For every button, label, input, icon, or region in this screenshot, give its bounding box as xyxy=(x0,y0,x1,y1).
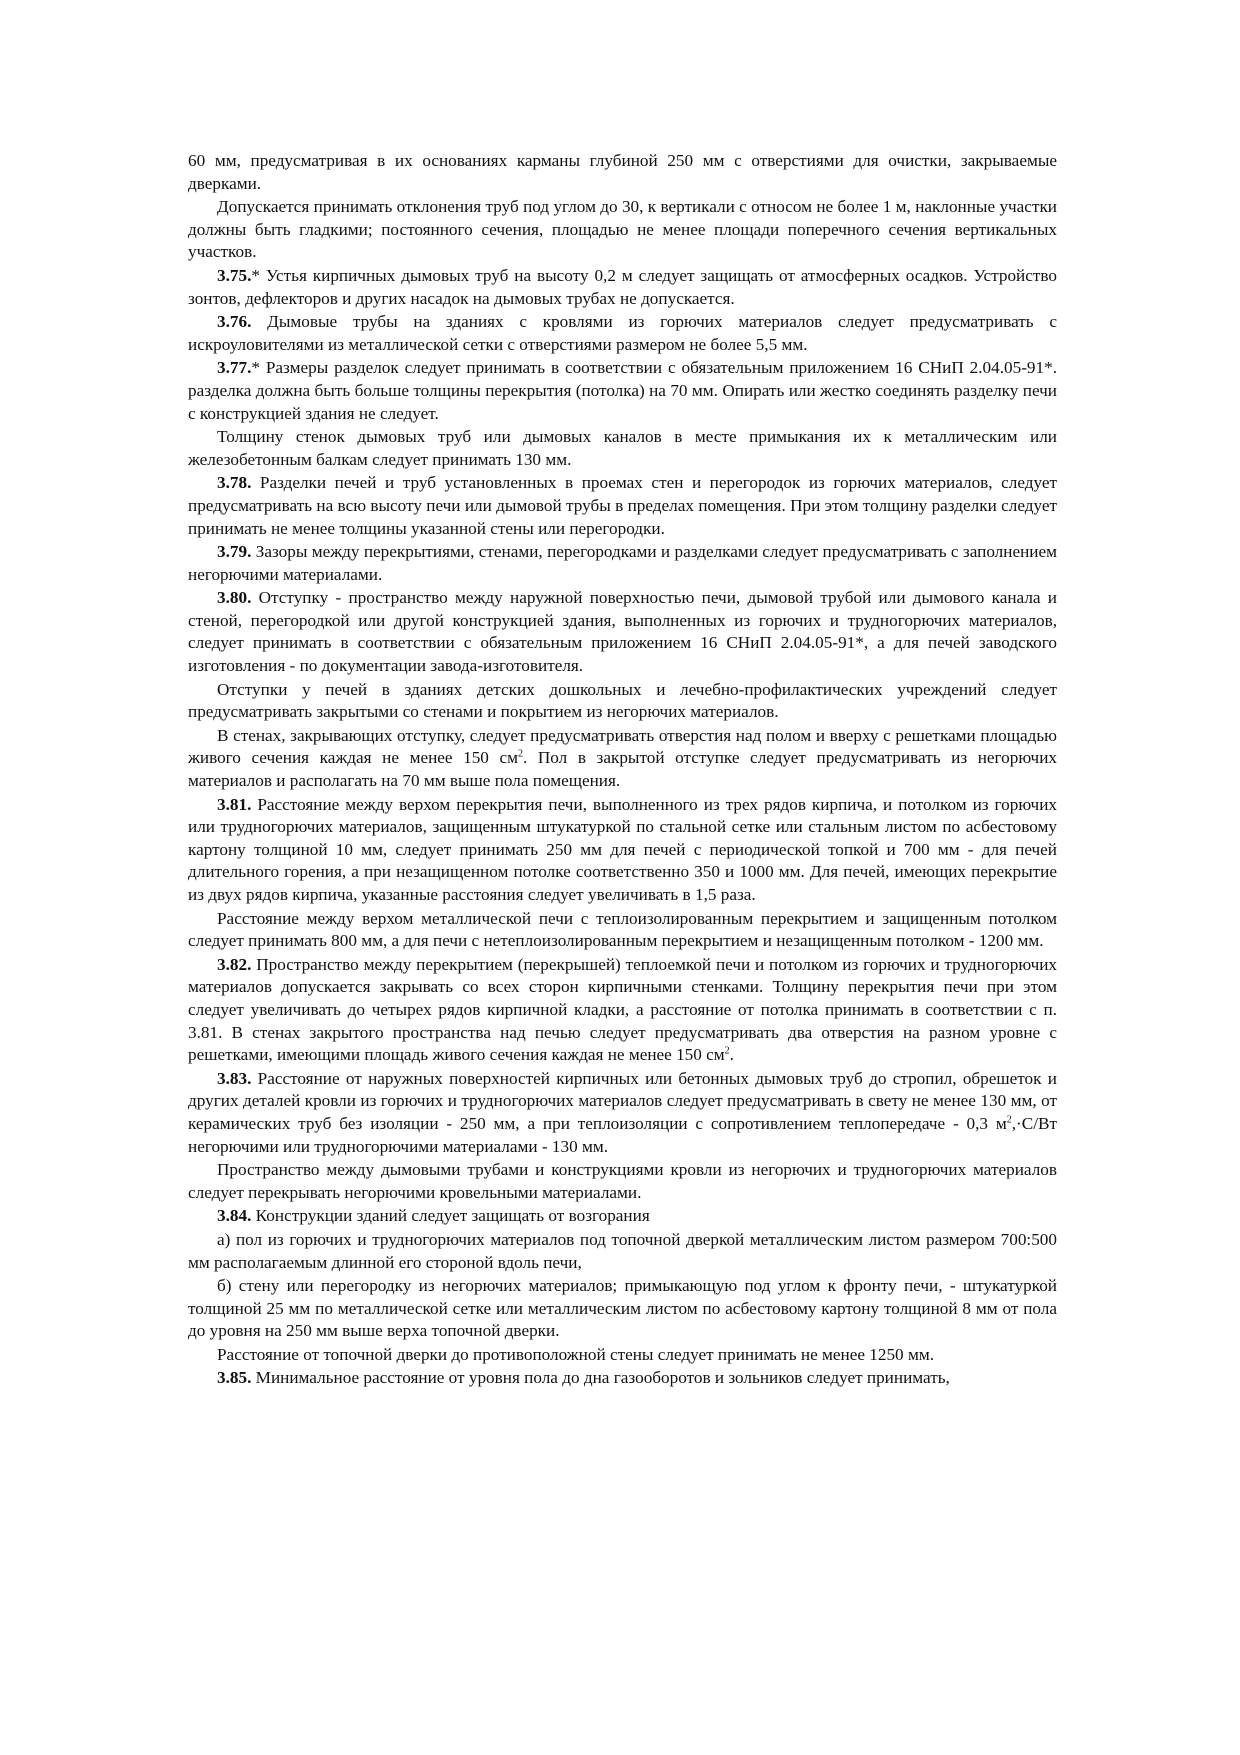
paragraph xyxy=(188,426,1057,471)
clause-3-76 xyxy=(188,311,1057,356)
paragraph-text: * Размеры разделок следует принимать в соответствии с обязательным приложением 16 СНиП 2.04.05-91*. разделка должна быть больше толщины перекрытия (потолка) на 70 мм. Опирать или жестко соединять разделку печи с конструкцией здания не следует. xyxy=(188,358,1057,423)
clause-3-81 xyxy=(188,794,1057,907)
document-page xyxy=(188,150,1057,1391)
paragraph-text: 60 мм, предусматривая в их основаниях карманы глубиной 250 мм с отверстиями для очистки, закрываемые дверками. xyxy=(188,151,1057,193)
paragraph-text: Пространство между дымовыми трубами и конструкциями кровли из негорючих и трудногорючих материалов следует перекрывать негорючими кровельными материалами. xyxy=(188,1160,1057,1202)
clause-number: 3.83. xyxy=(217,1068,252,1088)
clause-number: 3.84. xyxy=(217,1206,252,1226)
paragraph-text: Отступку - пространство между наружной поверхностью печи, дымовой трубой или дымового канала и стеной, перегородкой или другой конструкцией здания, выполненных из горючих и трудногорючих материалов, следует принимать в соответствии с обязательным приложением 16 СНиП 2.04.05-91*, а для печей заводского изготовления - по документации завода-изготовителя. xyxy=(188,588,1057,676)
paragraph-text: Разделки печей и труб установленных в проемах стен и перегородок из горючих материалов, следует предусматривать на всю высоту печи или дымовой трубы в пределах помещения. При этом толщину разделки следует принимать не менее толщины указанной стены или перегородки. xyxy=(188,473,1057,538)
paragraph xyxy=(188,908,1057,953)
paragraph xyxy=(188,679,1057,724)
clause-number: 3.78. xyxy=(217,473,252,493)
clause-3-83 xyxy=(188,1068,1057,1158)
paragraph-text: Зазоры между перекрытиями, стенами, перегородками и разделками следует предусматривать с заполнением негорючими материалами. xyxy=(188,542,1057,584)
paragraph-text-continued: . xyxy=(729,1045,734,1065)
paragraph-text: Расстояние от наружных поверхностей кирпичных или бетонных дымовых труб до стропил, обрешеток и других деталей кровли из горючих и трудногорючих материалов следует предусматривать в свету не менее 130 мм, от керамических труб без изоляции - 250 мм, а при теплоизоляции с сопротивлением теплопередаче - 0,3 м xyxy=(188,1068,1057,1133)
paragraph-text-continued: ,·С/Вт негорючими или трудногорючими материалами - 130 мм. xyxy=(188,1113,1057,1156)
clause-3-79 xyxy=(188,541,1057,586)
clause-number: 3.76. xyxy=(217,312,252,332)
clause-3-77 xyxy=(188,357,1057,425)
paragraph-text: Пространство между перекрытием (перекрышей) теплоемкой печи и потолком из горючих и трудногорючих материалов допускается закрывать со всех сторон кирпичными стенками. Толщину перекрытия печи при этом следует увеличивать до четырех рядов кирпичной кладки, а расстояние от потолка принимать в соответствии с п. 3.81. В стенах закрытого пространства над печью следует предусматривать два отверстия на разном уровне с решетками, имеющими площадь живого сечения каждая не менее 150 см xyxy=(188,954,1057,1065)
paragraph-text: Расстояние между верхом металлической печи с теплоизолированным перекрытием и защищенным потолком следует принимать 800 мм, а для печи с нетеплоизолированным перекрытием и незащищенным потолком - 1200 мм. xyxy=(188,908,1057,951)
paragraph-text: Расстояние между верхом перекрытия печи, выполненного из трех рядов кирпича, и потолком из горючих или трудногорючих материалов, защищенным штукатуркой по стальной сетке или стальным листом по асбестовому картону толщиной 10 мм, следует принимать 250 мм для печей с периодической топкой и 700 мм - для печей длительного горения, а при незащищенном потолке соответственно 350 и 1000 мм. Для печей, имеющих перекрытие из двух рядов кирпича, указанные расстояния следует увеличивать в 1,5 раза. xyxy=(188,794,1057,904)
clause-number: 3.77. xyxy=(217,358,252,378)
superscript: 2 xyxy=(724,1045,730,1057)
paragraph-text: Минимальное расстояние от уровня пола до дна газооборотов и зольников следует принимать, xyxy=(251,1368,950,1388)
paragraph-text: * Устья кирпичных дымовых труб на высоту 0,2 м следует защищать от атмосферных осадков. Устройство зонтов, дефлекторов и других насадок на дымовых трубах не допускается. xyxy=(188,265,1057,308)
clause-number: 3.82. xyxy=(217,954,252,974)
clause-number: 3.80. xyxy=(217,588,252,608)
clause-number: 3.79. xyxy=(217,542,252,562)
paragraph-text: Толщину стенок дымовых труб или дымовых каналов в месте примыкания их к металлическим или железобетонным балкам следует принимать 130 мм. xyxy=(188,427,1057,469)
paragraph-text: а) пол из горючих и трудногорючих материалов под топочной дверкой металлическим листом размером 700:500 мм располагаемым длинной его стороной вдоль печи, xyxy=(188,1229,1057,1272)
clause-3-80 xyxy=(188,587,1057,677)
paragraph xyxy=(188,1159,1057,1204)
clause-3-75 xyxy=(188,265,1057,310)
paragraph xyxy=(188,725,1057,793)
paragraph-text: Отступки у печей в зданиях детских дошкольных и лечебно-профилактических учреждений следует предусматривать закрытыми со стенами и покрытием из негорючих материалов. xyxy=(188,679,1057,722)
paragraph-text-continued: . Пол в закрытой отступке следует предусматривать из негорючих материалов и располагать на 70 мм выше пола помещения. xyxy=(188,748,1057,791)
clause-3-82 xyxy=(188,954,1057,1067)
clause-number: 3.81. xyxy=(217,794,252,814)
superscript: 2 xyxy=(518,748,523,760)
paragraph-text: Допускается принимать отклонения труб под углом до 30, к вертикали с относом не более 1 м, наклонные участки должны быть гладкими; постоянного сечения, площадью не менее площади поперечного сечения вертикальных участков. xyxy=(188,197,1057,262)
clause-3-84 xyxy=(188,1205,1057,1228)
paragraph-text: б) стену или перегородку из негорючих материалов; примыкающую под углом к фронту печи, - штукатуркой толщиной 25 мм по металлической сетке или металлическим листом по асбестовому картону толщиной 8 мм от пола до уровня на 250 мм выше верха топочной дверки. xyxy=(188,1276,1057,1341)
paragraph-text: В стенах, закрывающих отступку, следует предусматривать отверстия над полом и вверху с решетками площадью живого сечения каждая не менее 150 см xyxy=(188,725,1057,768)
paragraph-text: Расстояние от топочной дверки до противоположной стены следует принимать не менее 1250 мм. xyxy=(217,1344,934,1364)
paragraph-text: Конструкции зданий следует защищать от возгорания xyxy=(251,1206,650,1226)
list-item-b xyxy=(188,1275,1057,1343)
clause-number: 3.85. xyxy=(217,1368,252,1388)
paragraph xyxy=(188,196,1057,264)
superscript: 2 xyxy=(1006,1114,1012,1126)
clause-number: 3.75. xyxy=(217,265,252,285)
paragraph xyxy=(188,1344,1057,1367)
clause-3-78 xyxy=(188,472,1057,540)
clause-3-85 xyxy=(188,1367,1057,1390)
paragraph xyxy=(188,150,1057,195)
paragraph-text: Дымовые трубы на зданиях с кровлями из горючих материалов следует предусматривать с искроуловителями из металлической сетки с отверстиями размером не более 5,5 мм. xyxy=(188,312,1057,354)
list-item-a xyxy=(188,1229,1057,1274)
